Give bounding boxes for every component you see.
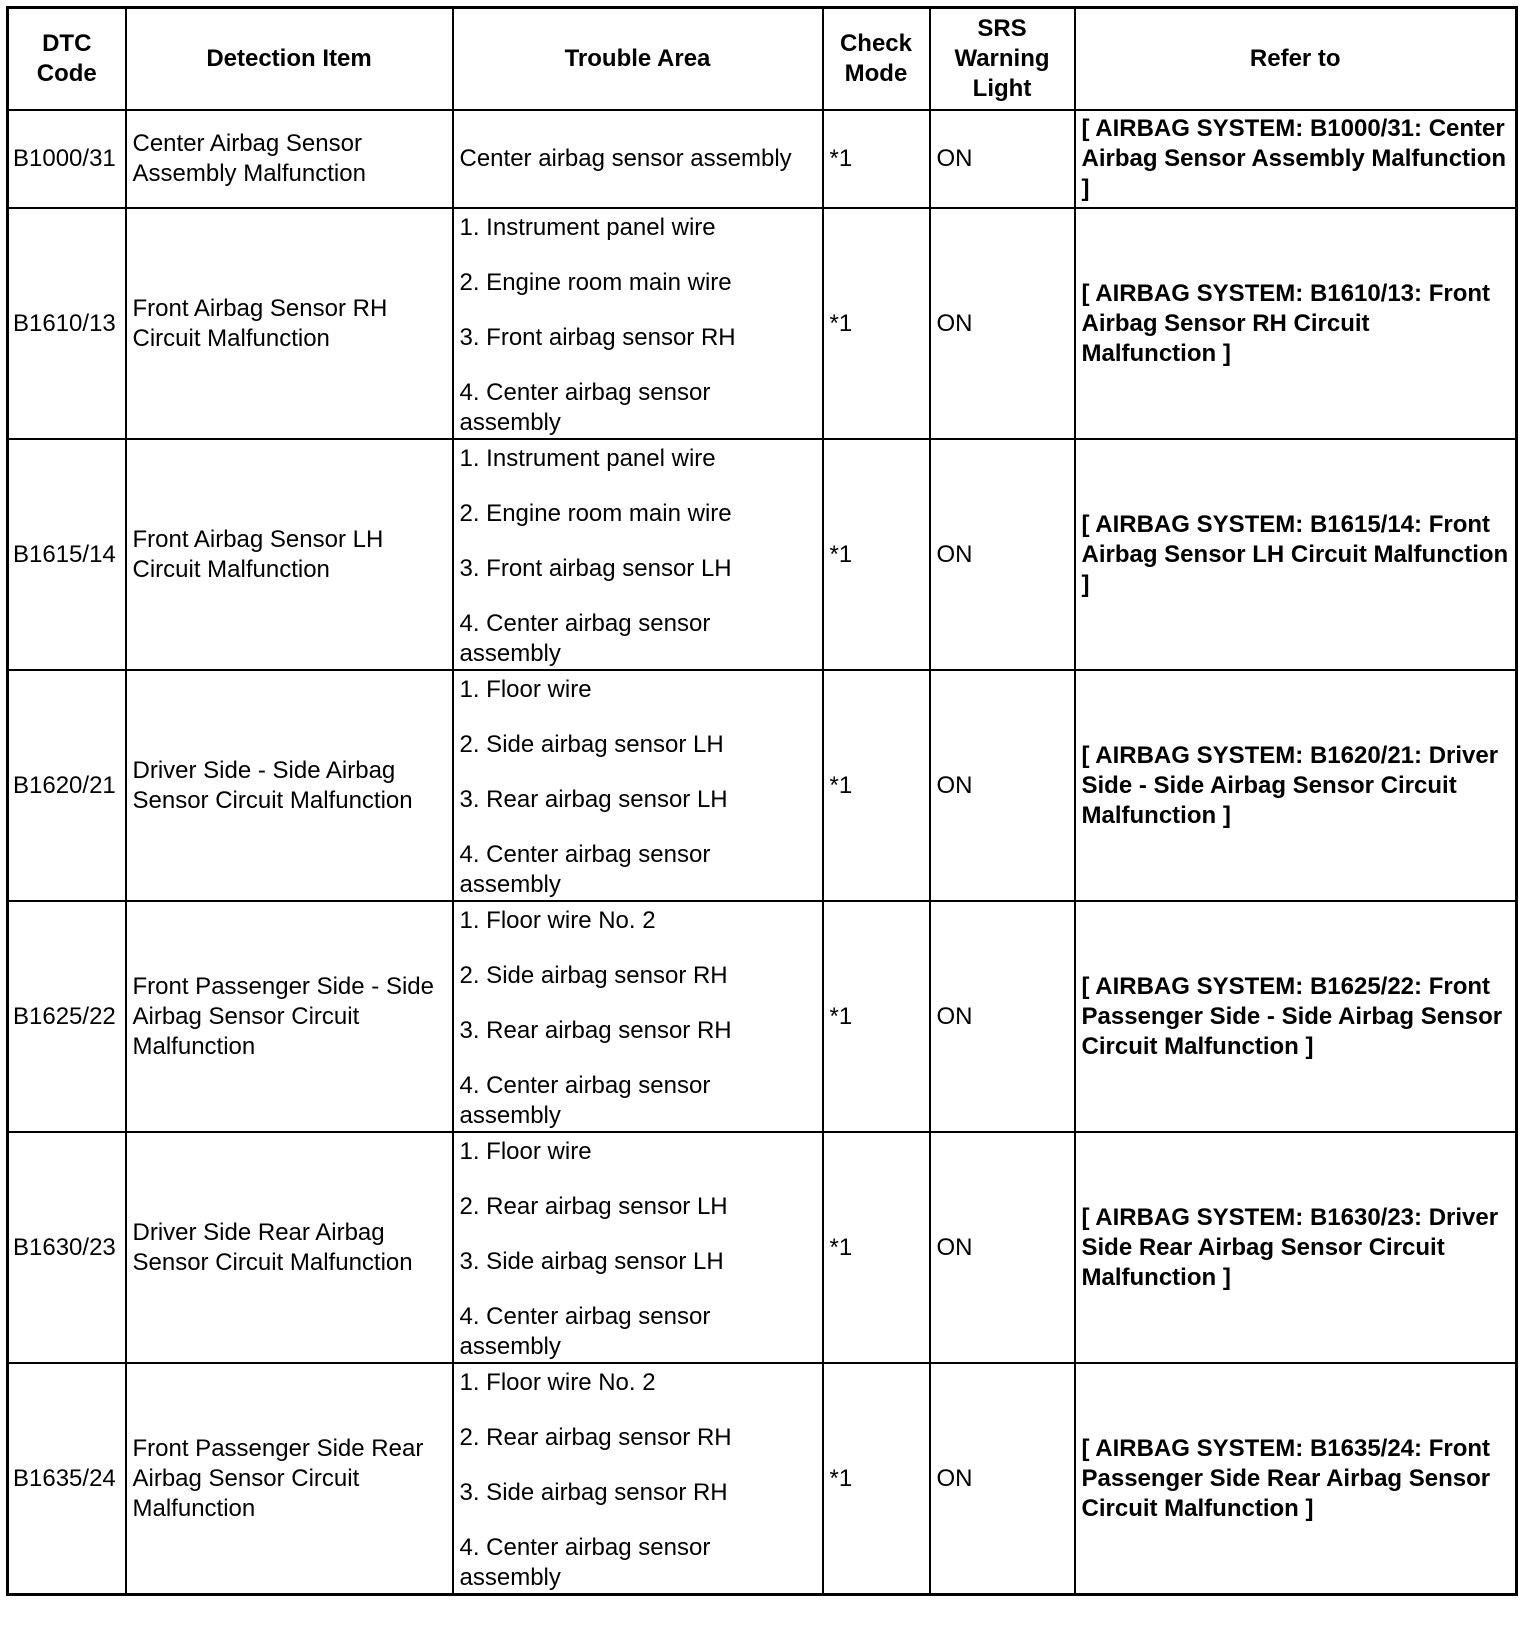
table-row: [8, 901, 1517, 1132]
srs-light-cell: ON: [930, 208, 1075, 439]
check-mode-cell: *1: [823, 901, 930, 1132]
header-row: [8, 8, 1517, 111]
header-trouble-area-text: Trouble Area: [564, 45, 711, 72]
trouble-area-item: 2. Side airbag sensor LH: [459, 731, 724, 758]
trouble-area-item: 2. Engine room main wire: [459, 500, 732, 527]
table-row: [8, 208, 1517, 439]
refer-to-cell: [ AIRBAG SYSTEM: B1615/14: Front Airbag Sensor LH Circuit Malfunction ]: [1075, 439, 1517, 670]
refer-to-cell: [ AIRBAG SYSTEM: B1000/31: Center Airbag Sensor Assembly Malfunction ]: [1075, 110, 1517, 208]
refer-to-cell: [ AIRBAG SYSTEM: B1635/24: Front Passenger Side Rear Airbag Sensor Circuit Malfunction ]: [1075, 1363, 1517, 1595]
trouble-area-cell: [453, 110, 823, 208]
detection-item-cell: Front Passenger Side - Side Airbag Sensor Circuit Malfunction: [126, 901, 453, 1132]
trouble-area-item: 4. Center airbag sensor assembly: [459, 610, 711, 667]
trouble-area-item: 4. Center airbag sensor assembly: [459, 1072, 711, 1129]
trouble-area-item: 3. Side airbag sensor LH: [459, 1248, 724, 1275]
header-srs-warning-light: [930, 8, 1075, 111]
trouble-area-item: 2. Side airbag sensor RH: [459, 962, 728, 989]
table-row: [8, 1363, 1517, 1595]
trouble-area-item: 3. Front airbag sensor RH: [459, 324, 736, 351]
trouble-area-item: Center airbag sensor assembly: [459, 145, 792, 172]
dtc-code-cell: B1635/24: [8, 1363, 126, 1595]
trouble-area-cell: [453, 1363, 823, 1595]
check-mode-cell: *1: [823, 1132, 930, 1363]
header-refer-to: [1075, 8, 1517, 111]
trouble-area-item: 1. Instrument panel wire: [459, 445, 716, 472]
detection-item-cell: Front Passenger Side Rear Airbag Sensor Circuit Malfunction: [126, 1363, 453, 1595]
srs-light-cell: ON: [930, 670, 1075, 901]
trouble-area-item: 2. Rear airbag sensor LH: [459, 1193, 728, 1220]
dtc-table: [6, 6, 1518, 1596]
trouble-area-item: 3. Rear airbag sensor RH: [459, 1017, 732, 1044]
header-dtc-code: [8, 8, 126, 111]
refer-to-cell: [ AIRBAG SYSTEM: B1625/22: Front Passenger Side - Side Airbag Sensor Circuit Malfunction ]: [1075, 901, 1517, 1132]
check-mode-cell: *1: [823, 1363, 930, 1595]
refer-to-cell: [ AIRBAG SYSTEM: B1620/21: Driver Side - Side Airbag Sensor Circuit Malfunction ]: [1075, 670, 1517, 901]
refer-to-cell: [ AIRBAG SYSTEM: B1630/23: Driver Side Rear Airbag Sensor Circuit Malfunction ]: [1075, 1132, 1517, 1363]
header-refer-to-text: Refer to: [1249, 45, 1341, 72]
dtc-code-cell: B1630/23: [8, 1132, 126, 1363]
table-row: [8, 110, 1517, 208]
dtc-code-cell: B1620/21: [8, 670, 126, 901]
header-check-mode: [823, 8, 930, 111]
dtc-code-cell: B1000/31: [8, 110, 126, 208]
srs-light-cell: ON: [930, 110, 1075, 208]
trouble-area-item: 3. Side airbag sensor RH: [459, 1479, 728, 1506]
trouble-area-item: 4. Center airbag sensor assembly: [459, 1534, 711, 1591]
dtc-table-body: [8, 110, 1517, 1595]
trouble-area-item: 1. Floor wire No. 2: [459, 1369, 656, 1396]
trouble-area-cell: [453, 1132, 823, 1363]
refer-to-cell: [ AIRBAG SYSTEM: B1610/13: Front Airbag Sensor RH Circuit Malfunction ]: [1075, 208, 1517, 439]
trouble-area-item: 1. Floor wire: [459, 676, 592, 703]
dtc-code-cell: B1610/13: [8, 208, 126, 439]
header-trouble-area: [453, 8, 823, 111]
trouble-area-cell: [453, 670, 823, 901]
check-mode-cell: *1: [823, 208, 930, 439]
trouble-area-item: 1. Floor wire No. 2: [459, 907, 656, 934]
srs-light-cell: ON: [930, 1132, 1075, 1363]
trouble-area-item: 1. Floor wire: [459, 1138, 592, 1165]
detection-item-cell: Center Airbag Sensor Assembly Malfunction: [126, 110, 453, 208]
dtc-code-cell: B1625/22: [8, 901, 126, 1132]
header-srs-warning-light-text: SRS Warning Light: [954, 15, 1050, 102]
dtc-code-cell: B1615/14: [8, 439, 126, 670]
table-row: [8, 1132, 1517, 1363]
header-dtc-code-text: DTC Code: [36, 30, 97, 87]
trouble-area-item: 1. Instrument panel wire: [459, 214, 716, 241]
header-detection-item-text: Detection Item: [206, 45, 372, 72]
trouble-area-item: 3. Rear airbag sensor LH: [459, 786, 728, 813]
trouble-area-item: 4. Center airbag sensor assembly: [459, 379, 711, 436]
check-mode-cell: *1: [823, 439, 930, 670]
header-detection-item: [126, 8, 453, 111]
detection-item-cell: Front Airbag Sensor LH Circuit Malfunction: [126, 439, 453, 670]
srs-light-cell: ON: [930, 901, 1075, 1132]
detection-item-cell: Driver Side Rear Airbag Sensor Circuit Malfunction: [126, 1132, 453, 1363]
check-mode-cell: *1: [823, 110, 930, 208]
trouble-area-cell: [453, 901, 823, 1132]
check-mode-cell: *1: [823, 670, 930, 901]
trouble-area-item: 4. Center airbag sensor assembly: [459, 841, 711, 898]
header-check-mode-text: Check Mode: [839, 30, 913, 87]
trouble-area-item: 4. Center airbag sensor assembly: [459, 1303, 711, 1360]
table-row: [8, 670, 1517, 901]
detection-item-cell: Driver Side - Side Airbag Sensor Circuit Malfunction: [126, 670, 453, 901]
trouble-area-item: 2. Engine room main wire: [459, 269, 732, 296]
srs-light-cell: ON: [930, 439, 1075, 670]
srs-light-cell: ON: [930, 1363, 1075, 1595]
trouble-area-item: 3. Front airbag sensor LH: [459, 555, 732, 582]
table-row: [8, 439, 1517, 670]
trouble-area-cell: [453, 208, 823, 439]
detection-item-cell: Front Airbag Sensor RH Circuit Malfunction: [126, 208, 453, 439]
trouble-area-cell: [453, 439, 823, 670]
trouble-area-item: 2. Rear airbag sensor RH: [459, 1424, 732, 1451]
